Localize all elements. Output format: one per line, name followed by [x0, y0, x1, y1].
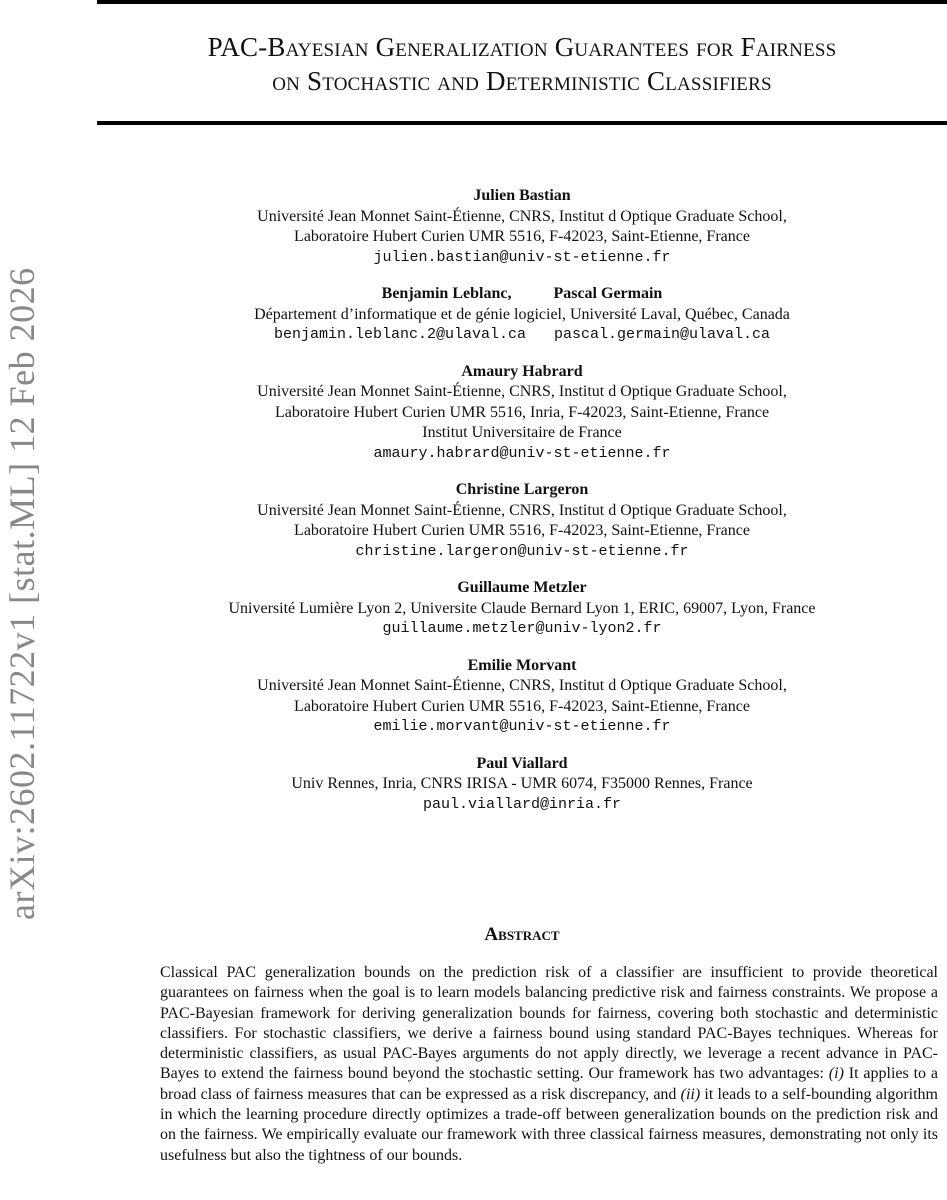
- author-name: Julien Bastian: [473, 187, 571, 204]
- author-list: [97, 186, 947, 831]
- author-block: [97, 754, 947, 816]
- author-email[interactable]: julien.bastian@univ-st-etienne.fr: [373, 248, 671, 266]
- abstract-text-part: it leads to a self-bounding algorithm in which the learning procedure directly optimizes a trade-off between generalization bounds on the prediction risk and on the fairness. We empirically evaluate our framework with three classical fairness measures, demonstrating not only its usefulness but also the tightness of our bounds.: [160, 1085, 938, 1164]
- author-block: [97, 656, 947, 738]
- author-block: [97, 362, 947, 465]
- author-names-row: [97, 284, 947, 305]
- abstract-text-part: Classical PAC generalization bounds on the prediction risk of a classifier are insufficient to provide theoretical guarantees on fairness when the goal is to learn models balancing predictive risk and fairness constraints. We propose a PAC-Bayesian framework for deriving generalization bounds for fairness, covering both stochastic and deterministic classifiers. For stochastic classifiers, we derive a fairness bound using standard PAC-Bayes techniques. Whereas for deterministic classifiers, as usual PAC-Bayes arguments do not apply directly, we leverage a recent advance in PAC-Bayes to extend the fairness bound beyond the stochastic setting. Our framework has two advantages:: [160, 964, 938, 1083]
- author-emails-row: [97, 325, 947, 346]
- affiliation-line: Laboratoire Hubert Curien UMR 5516, F-42023, Saint-Etienne, France: [294, 522, 750, 539]
- author-email[interactable]: pascal.germain@ulaval.ca: [554, 326, 771, 343]
- author-email[interactable]: guillaume.metzler@univ-lyon2.fr: [382, 620, 662, 637]
- affiliation-line: Institut Universitaire de France: [422, 424, 622, 441]
- author-name: Benjamin Leblanc,: [381, 285, 512, 302]
- abstract-heading: Abstract: [484, 924, 560, 945]
- affiliation-line: Université Jean Monnet Saint-Étienne, CNRS, Institut d Optique Graduate School,: [257, 207, 787, 225]
- author-email[interactable]: benjamin.leblanc.2@ulaval.ca: [273, 326, 526, 343]
- enumeration-marker: (ii): [680, 1085, 701, 1103]
- author-block: [97, 578, 947, 640]
- author-name: Guillaume Metzler: [457, 579, 587, 596]
- affiliation-line: Laboratoire Hubert Curien UMR 5516, Inria, F-42023, Saint-Etienne, France: [274, 403, 770, 421]
- affiliation-line: Université Jean Monnet Saint-Étienne, CNRS, Institut d Optique Graduate School,: [257, 677, 787, 694]
- title-top-rule: [97, 0, 947, 4]
- author-email[interactable]: amaury.habrard@univ-st-etienne.fr: [373, 444, 671, 462]
- title-bottom-rule: [97, 121, 947, 125]
- author-block: [97, 284, 947, 346]
- author-name: Pascal Germain: [553, 285, 663, 302]
- author-email[interactable]: emilie.morvant@univ-st-etienne.fr: [373, 718, 671, 735]
- affiliation-line: Univ Rennes, Inria, CNRS IRISA - UMR 6074, F35000 Rennes, France: [291, 775, 753, 792]
- abstract-text: [160, 963, 938, 1166]
- affiliation-line: Université Lumière Lyon 2, Universite Claude Bernard Lyon 1, ERIC, 69007, Lyon, France: [228, 599, 816, 617]
- author-block: [97, 186, 947, 268]
- author-name: Christine Largeron: [455, 481, 589, 498]
- author-email[interactable]: christine.largeron@univ-st-etienne.fr: [355, 542, 689, 560]
- affiliation-line: Laboratoire Hubert Curien UMR 5516, F-42023, Saint-Etienne, France: [294, 228, 750, 245]
- abstract-text-part: It applies to a broad class of fairness measures that can be expressed as a risk discrepancy, and: [160, 1065, 939, 1103]
- enumeration-marker: (i): [828, 1065, 844, 1083]
- author-email[interactable]: paul.viallard@inria.fr: [422, 795, 622, 813]
- affiliation-line: Université Jean Monnet Saint-Étienne, CNRS, Institut d Optique Graduate School,: [257, 383, 787, 400]
- affiliation-line: Université Jean Monnet Saint-Étienne, CNRS, Institut d Optique Graduate School,: [257, 501, 787, 519]
- title-line-2: on Stochastic and Deterministic Classifiers: [272, 66, 772, 96]
- paper-title: [97, 30, 947, 98]
- author-name: Emilie Morvant: [467, 656, 577, 674]
- affiliation-line: Laboratoire Hubert Curien UMR 5516, F-42023, Saint-Etienne, France: [294, 697, 750, 715]
- author-block: [97, 480, 947, 562]
- title-line-1: PAC-Bayesian Generalization Guarantees for Fairness: [207, 32, 837, 62]
- author-name: Amaury Habrard: [461, 362, 583, 380]
- arxiv-identifier[interactable]: arXiv:2602.11722v1 [stat.ML] 12 Feb 2026: [2, 267, 42, 920]
- author-name: Paul Viallard: [476, 754, 568, 772]
- affiliation-line: Département d’informatique et de génie logiciel, Université Laval, Québec, Canada: [254, 305, 790, 323]
